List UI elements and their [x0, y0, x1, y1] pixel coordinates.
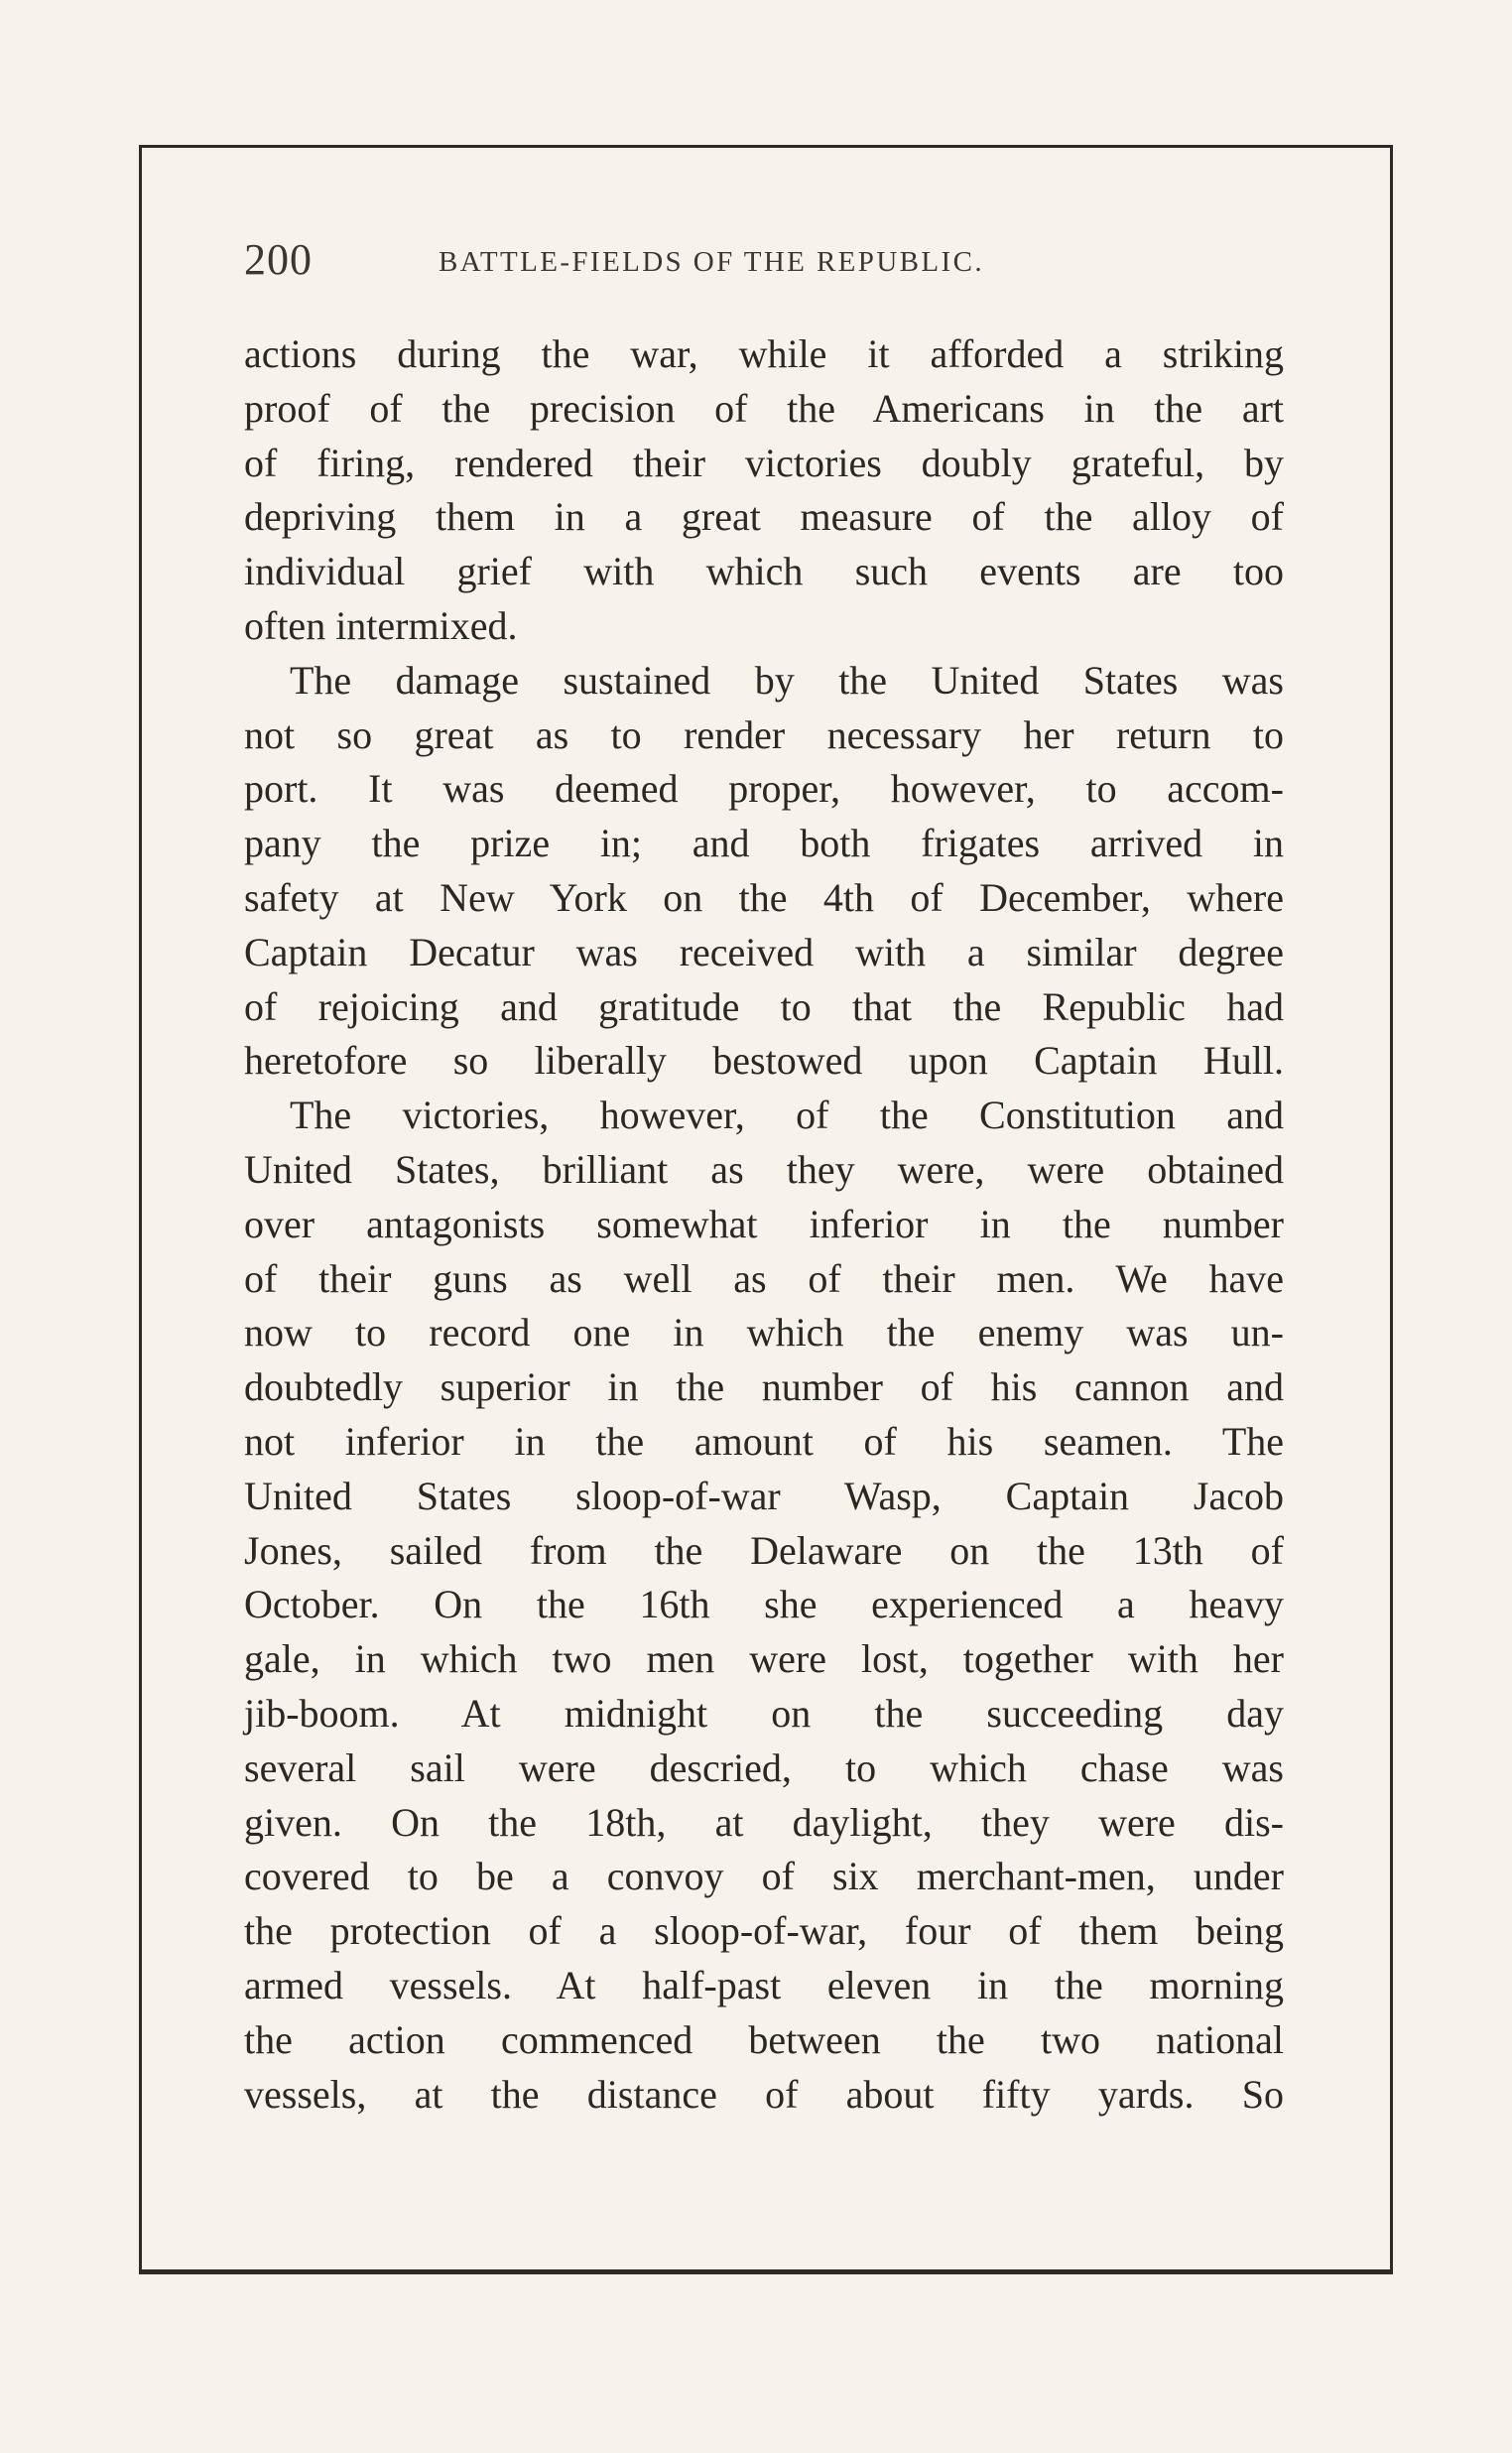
text-line: gale, in which two men were lost, together with her [244, 1636, 1284, 1682]
text-line: United States, brilliant as they were, were obtained [244, 1146, 1284, 1192]
text-line: often intermixed. [244, 602, 518, 648]
paragraph-start-line: The damage sustained by the United States was [290, 657, 1284, 703]
running-title: BATTLE-FIELDS OF THE REPUBLIC. [439, 246, 984, 278]
paragraph-start-line: The victories, however, of the Constitution and [290, 1093, 1284, 1138]
text-line: Jones, sailed from the Delaware on the 13th of [244, 1527, 1284, 1573]
text-line: given. On the 18th, at daylight, they were dis- [244, 1799, 1284, 1845]
running-head [244, 234, 1296, 294]
text-line: heretofore so liberally bestowed upon Captain Hull. [244, 1038, 1284, 1084]
text-line: Captain Decatur was received with a similar degree [244, 929, 1284, 974]
body-text [244, 327, 1284, 2122]
text-line: over antagonists somewhat inferior in the number [244, 1201, 1284, 1246]
text-line: of firing, rendered their victories doubly grateful, by [244, 440, 1284, 485]
text-line: jib-boom. At midnight on the succeeding day [244, 1690, 1284, 1736]
text-line: not inferior in the amount of his seamen. The [244, 1418, 1284, 1464]
text-line: individual grief with which such events are too [244, 549, 1284, 594]
text-line: the action commenced between the two national [244, 2016, 1284, 2062]
text-line: covered to be a convoy of six merchant-men, under [244, 1854, 1284, 1899]
text-line: not so great as to render necessary her return to [244, 711, 1284, 757]
text-line: safety at New York on the 4th of December, where [244, 874, 1284, 920]
text-line: depriving them in a great measure of the alloy of [244, 494, 1284, 540]
text-line: vessels, at the distance of about fifty yards. So [244, 2071, 1284, 2117]
page-number: 200 [244, 235, 313, 284]
text-line: proof of the precision of the Americans in the art [244, 385, 1284, 431]
text-line: of rejoicing and gratitude to that the Republic had [244, 983, 1284, 1029]
text-line: United States sloop-of-war Wasp, Captain Jacob [244, 1473, 1284, 1518]
text-line: pany the prize in; and both frigates arrived in [244, 821, 1284, 866]
text-line: port. It was deemed proper, however, to accom- [244, 766, 1284, 812]
text-line: armed vessels. At half-past eleven in the morning [244, 1962, 1284, 2007]
text-line: doubtedly superior in the number of his cannon and [244, 1364, 1284, 1410]
text-line: now to record one in which the enemy was un- [244, 1310, 1284, 1356]
text-line: the protection of a sloop-of-war, four of them being [244, 1908, 1284, 1954]
text-line: of their guns as well as of their men. We have [244, 1255, 1284, 1301]
text-line: several sail were descried, to which chase was [244, 1744, 1284, 1790]
text-line: actions during the war, while it afforded a striking [244, 331, 1284, 376]
text-line: October. On the 16th she experienced a heavy [244, 1582, 1284, 1627]
